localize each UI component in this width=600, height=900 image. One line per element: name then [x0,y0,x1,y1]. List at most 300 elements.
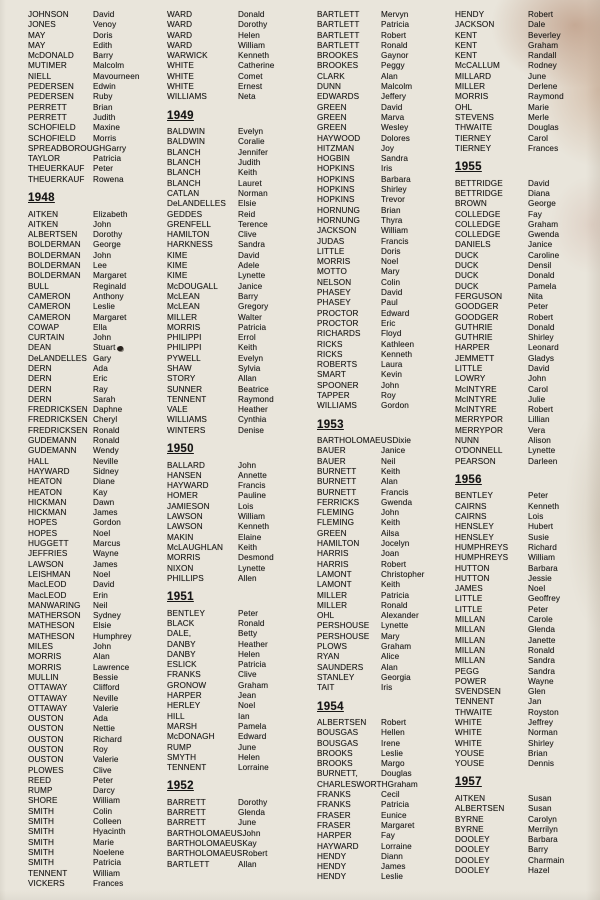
given-name-cell: Mavourneen [93,71,140,81]
given-name-cell: Robert [528,405,554,415]
surname-cell: JONES [28,20,56,30]
surname-cell: NUNN [455,436,480,446]
surname-cell: COLLEDGE [455,219,501,229]
given-name-cell: June [238,742,257,752]
name-row [167,650,315,660]
surname-cell: MERRYPOR [455,415,503,425]
name-row [167,701,315,711]
given-name-cell: Ruby [93,92,113,102]
surname-cell: SMITH [28,837,54,847]
given-name-cell: Cynthia [238,415,267,425]
name-row [455,522,597,532]
given-name-cell: Cheryl [93,415,118,425]
given-name-cell: Glenda [528,625,556,635]
name-row [455,199,597,209]
surname-cell: RUMP [28,786,53,796]
given-name-cell: Gwenda [381,497,413,507]
name-row [28,61,170,71]
name-row [28,621,170,631]
name-row [455,615,597,625]
given-name-cell: Georgia [381,672,411,682]
given-name-cell: Brian [528,748,548,758]
given-name-cell: Annette [238,470,267,480]
surname-cell: HARRIS [317,549,349,559]
surname-cell: YOUSE [455,748,485,758]
name-row [167,10,315,20]
given-name-cell: Catherine [238,61,275,71]
name-row [455,51,597,61]
surname-cell: MARSH [167,721,198,731]
name-row [455,354,597,364]
surname-cell: HARPER [455,343,490,353]
surname-cell: RICHARDS [317,329,361,339]
name-row [28,313,170,323]
surname-cell: MacLEOD [28,580,67,590]
surname-cell: SUNNER [167,384,203,394]
given-name-cell: Alan [381,477,398,487]
given-name-cell: William [238,40,266,50]
name-row [167,251,315,261]
given-name-cell: David [381,102,403,112]
given-name-cell: Keith [238,343,258,353]
surname-cell: SHAW [167,364,192,373]
name-row [167,481,315,491]
name-row [28,282,170,292]
surname-cell: BLANCH [167,178,201,188]
given-name-cell: Barry [238,291,259,301]
surname-cell: THWAITE [455,707,493,717]
year-heading-1954: 1954 [317,700,344,713]
surname-cell: SCHOFIELD [28,133,76,143]
surname-cell: GOODGER [455,312,499,322]
name-row [167,210,315,220]
given-name-cell: Peter [93,775,114,785]
given-name-cell: Marie [93,837,114,847]
surname-cell: WILLIAMS [167,92,207,102]
surname-cell: THWAITE [455,123,493,133]
given-name-cell: Hellen [381,728,405,738]
name-row [455,271,597,281]
surname-cell: HARPER [167,691,202,701]
surname-cell: MORRIS [455,92,489,102]
surname-cell: MORRIS [317,257,351,267]
surname-cell: CAMERON [28,291,71,301]
given-name-cell: Dolores [381,133,410,143]
given-name-cell: Neta [238,92,256,102]
name-row [167,302,315,312]
surname-cell: McLEAN [167,302,200,312]
given-name-cell: Peter [528,302,549,312]
surname-cell: HOPKINS [317,185,355,195]
name-row [28,113,170,123]
name-row [167,354,315,364]
given-name-cell: Carol [528,384,549,394]
name-row [167,364,315,374]
name-row [28,10,170,20]
given-name-cell: David [528,364,550,373]
name-row [28,302,170,312]
name-row [167,405,315,415]
surname-cell: TIERNEY [455,133,492,143]
name-row [167,681,315,691]
given-name-cell: Kenneth [528,501,560,511]
given-name-cell: Hubert [528,522,554,532]
given-name-cell: Lauret [238,178,262,188]
name-row [455,123,597,133]
given-name-cell: Donald [238,10,265,19]
given-name-cell: Graham [387,779,418,789]
surname-cell: BARTHOLOMAEUS [167,839,243,849]
surname-cell: HAYWOOD [317,133,361,143]
name-row [455,457,597,467]
name-row [455,395,597,405]
surname-cell: BURNETT [317,477,357,487]
given-name-cell: Joy [381,143,395,153]
surname-cell: JACKSON [455,20,495,30]
surname-cell: PEGG [455,666,480,676]
surname-cell: BALLARD [167,460,206,470]
given-name-cell: Densil [528,261,552,271]
surname-cell: RUMP [167,742,192,752]
ink-blot-mark [117,346,123,351]
surname-cell: TAIT [317,683,335,693]
name-row [167,395,315,405]
surname-cell: FREDRICKSEN [28,415,88,425]
surname-cell: DOOLEY [455,845,490,855]
name-row [28,652,170,662]
name-row [317,683,455,693]
surname-cell: HOMER [167,491,198,501]
name-row [167,313,315,323]
surname-cell: MILLAN [455,645,486,655]
name-row [317,872,455,882]
name-row [167,471,315,481]
given-name-cell: Barbara [381,174,411,184]
name-row [455,302,597,312]
given-name-cell: John [93,642,112,652]
surname-cell: DERN [28,364,52,373]
surname-cell: HEATON [28,487,62,497]
name-row [455,251,597,261]
surname-cell: MANWARING [28,600,81,610]
surname-cell: HUMPHREYS [455,542,509,552]
year-heading-1951: 1951 [167,591,194,604]
given-name-cell: Keith [381,580,401,590]
given-name-cell: Iris [381,683,393,693]
given-name-cell: Lorraine [381,841,412,851]
name-row [28,123,170,133]
given-name-cell: Noel [93,569,111,579]
given-name-cell: Stuart [93,343,116,353]
name-row [167,271,315,281]
name-row [28,508,170,518]
surname-cell: LITTLE [455,604,483,614]
surname-cell: BAUER [317,456,346,466]
surname-cell: O'DONNELL [455,446,503,456]
name-row [317,82,455,92]
surname-cell: BALDWIN [167,127,206,137]
name-row [317,20,455,30]
surname-cell: BALDWIN [167,137,206,147]
surname-cell: RICKS [317,339,343,349]
surname-cell: HOPKINS [317,195,355,205]
name-row [28,827,170,837]
given-name-cell: John [242,828,261,838]
surname-cell: KENT [455,30,478,40]
given-name-cell: Darleen [528,456,558,466]
name-row [455,794,597,804]
name-row [455,594,597,604]
surname-cell: DERN [28,374,52,384]
given-name-cell: Pamela [528,281,557,291]
surname-cell: LITTLE [317,246,345,256]
given-name-cell: Joan [381,549,400,559]
name-row [167,553,315,563]
given-name-cell: Darcy [93,786,115,796]
given-name-cell: Fay [528,209,542,219]
given-name-cell: Dixie [392,436,412,446]
name-row [455,134,597,144]
name-row [317,800,455,810]
name-row [455,815,597,825]
name-row [455,323,597,333]
given-name-cell: Clive [238,230,257,240]
year-heading-1956: 1956 [455,473,482,486]
surname-cell: BYRNE [455,824,484,834]
surname-cell: WARD [167,10,193,19]
given-name-cell: Allan [238,374,257,384]
given-name-cell: Ian [238,711,250,721]
given-name-cell: Robert [528,10,554,19]
given-name-cell: Ronald [93,436,120,446]
surname-cell: MILLARD [455,71,492,81]
given-name-cell: John [238,460,257,470]
given-name-cell: George [528,199,556,209]
name-row [317,769,455,779]
surname-cell: MILLER [317,600,348,610]
name-row [317,728,455,738]
given-name-cell: David [93,10,115,19]
given-name-cell: Ronald [238,618,265,628]
name-row [317,539,455,549]
name-row [28,817,170,827]
name-row [28,436,170,446]
name-row [28,446,170,456]
given-name-cell: Ronald [528,645,555,655]
name-row [28,343,170,353]
given-name-cell: Vera [528,425,546,435]
surname-cell: RYAN [317,652,340,662]
name-row [455,179,597,189]
name-row [167,849,315,859]
given-name-cell: Peter [528,491,549,501]
surname-cell: YOUSE [455,759,485,769]
surname-cell: DUCK [455,281,479,291]
name-row [317,611,455,621]
given-name-cell: Noel [238,701,256,711]
year-heading-1952: 1952 [167,780,194,793]
surname-cell: DERN [28,394,52,404]
surname-cell: McDONALD [28,51,74,61]
given-name-cell: Robert [381,559,407,569]
surname-cell: MacLEOD [28,590,67,600]
name-row [28,601,170,611]
given-name-cell: Sylvia [238,364,261,373]
name-row [455,82,597,92]
name-row [167,522,315,532]
surname-cell: HENDY [317,872,347,882]
name-row [28,144,170,154]
name-row [28,415,170,425]
name-row [28,704,170,714]
given-name-cell: Dorothy [93,230,123,240]
surname-cell: OUSTON [28,714,64,724]
surname-cell: BOLDERMAN [28,271,81,281]
name-row [28,518,170,528]
name-row [317,842,455,852]
given-name-cell: Kenneth [238,51,270,61]
surname-cell: BURNETT [317,466,357,476]
given-name-cell: Sarah [93,394,116,404]
surname-cell: HENSLEY [455,522,494,532]
name-row [28,786,170,796]
name-row [28,807,170,817]
surname-cell: PERSHOUSE [317,631,370,641]
surname-cell: JAMIESON [167,501,210,511]
name-row [455,415,597,425]
surname-cell: BENTLEY [167,608,206,618]
given-name-cell: Hazel [528,866,550,876]
given-name-cell: Derlene [528,82,558,92]
given-name-cell: Sydney [93,611,121,621]
surname-cell: BROOKES [317,51,359,61]
surname-cell: JEMMETT [455,353,495,363]
given-name-cell: Lynette [528,446,556,456]
given-name-cell: Janice [381,446,406,456]
surname-cell: BARTLETT [317,10,360,19]
name-row [317,488,455,498]
surname-cell: HUTTON [455,563,490,573]
name-row [167,629,315,639]
given-name-cell: Jean [238,691,257,701]
surname-cell: THEUERKAUF [28,174,85,184]
name-row [28,323,170,333]
surname-cell: NIELL [28,71,52,81]
name-row [317,508,455,518]
surname-cell: HAYWARD [28,466,70,476]
given-name-cell: Helen [238,649,260,659]
given-name-cell: Diana [528,188,550,198]
given-name-cell: George [93,240,121,250]
name-row [28,838,170,848]
surname-cell: PEDERSEN [28,82,74,92]
given-name-cell: Comet [238,71,263,81]
name-row [317,298,455,308]
given-name-cell: Lillian [528,415,550,425]
given-name-cell: Lee [93,261,107,271]
name-row [455,210,597,220]
name-row [317,340,455,350]
given-name-cell: Edward [238,732,267,742]
name-row [28,879,170,889]
surname-cell: GUTHRIE [455,322,493,332]
given-name-cell: Floyd [381,329,402,339]
surname-cell: SMITH [28,858,54,868]
name-row [317,92,455,102]
given-name-cell: Sandra [238,240,266,250]
given-name-cell: Pamela [238,721,267,731]
surname-cell: SVENDSEN [455,687,501,697]
given-name-cell: Keith [381,518,401,528]
surname-cell: BROWN [455,199,487,209]
name-row [28,426,170,436]
given-name-cell: Dorothy [238,20,268,30]
surname-cell: HAMILTON [167,230,210,240]
name-row [167,51,315,61]
surname-cell: CAMERON [28,312,71,322]
given-name-cell: Patricia [381,20,410,30]
name-row [167,574,315,584]
given-name-cell: Desmond [238,553,274,563]
surname-cell: SCHOFIELD [28,123,76,133]
surname-cell: TENNENT [167,763,207,773]
name-row [317,518,455,528]
name-column-2 [167,10,315,870]
given-name-cell: Erin [93,590,108,600]
surname-cell: BARTHOLOMAEUS [167,849,243,859]
surname-cell: BURNETT [317,487,357,497]
surname-cell: BOLDERMAN [28,240,81,250]
given-name-cell: Cecil [381,790,400,800]
given-name-cell: Leonard [528,343,559,353]
surname-cell: DUCK [455,271,479,281]
name-row [28,374,170,384]
surname-cell: OTTAWAY [28,693,68,703]
surname-cell: WARD [167,30,193,40]
given-name-cell: Glen [528,687,546,697]
surname-cell: BARTHOLOMAEUS [167,828,243,838]
given-name-cell: Kay [242,839,257,849]
given-name-cell: John [93,250,112,260]
surname-cell: MILLAN [455,635,486,645]
surname-cell: DUNN [317,82,342,92]
name-row [455,113,597,123]
name-row [455,636,597,646]
given-name-cell: Roy [381,390,396,400]
name-row [28,175,170,185]
name-row [28,498,170,508]
name-row [317,621,455,631]
given-name-cell: Geoffrey [528,594,561,604]
surname-cell: TIERNEY [455,143,492,153]
given-name-cell: Mary [381,267,400,277]
name-row [317,288,455,298]
surname-cell: DeLANDELLES [28,353,87,363]
surname-cell: WARD [167,40,193,50]
given-name-cell: Edwin [93,82,116,92]
name-row [167,564,315,574]
name-row [317,549,455,559]
name-row [455,856,597,866]
surname-cell: COWAP [28,322,60,332]
surname-cell: SMITH [28,847,54,857]
given-name-cell: Helen [238,752,260,762]
year-heading-1949: 1949 [167,109,194,122]
given-name-cell: Noelene [93,847,125,857]
surname-cell: BLANCH [167,168,201,178]
surname-cell: ALBERTSEN [455,804,505,814]
surname-cell: MILLER [317,590,348,600]
